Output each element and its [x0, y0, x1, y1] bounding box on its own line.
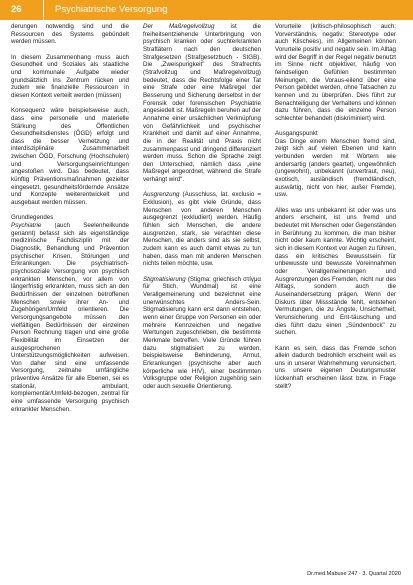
page-header [0, 0, 413, 20]
paragraph: Vorurteile (kritisch-philosophisch auch: Vorverständnis, negativ: Stereotype oder auch Klischees), im Allgemeinen können Vorurteile positiv und negativ sein. Im Alltag wird der Begriff in der Regel negativ benutzt im Sinne nicht objektiver, häufig von feindseligen Gefühlen bestimmten Meinungen, die Voraus-eilend über eine Person gebildet werden, ohne Tatsachen zu kennen und zu überprüfen. Dies führt zur Benachteiligung der Verhaltens und können dazu führen, dass die einzelne Person schlechter behandelt (diskriminiert) wird. [275, 23, 396, 122]
term: Stigmatisierung [143, 275, 186, 283]
header-divider [43, 0, 44, 20]
page-number: 26 [11, 4, 22, 15]
text-column-3 [275, 23, 396, 568]
term: Der Maßregelvollzug [143, 23, 215, 30]
paragraph: Das Dinge einem Menschen fremd sind, zeigt sich auf vielen Ebenen und kann verbunden werden mit Wörtern wie andersartig (anders geartet), ungewöhnlich (ungewohnt), unbekannt (unvertraut, neu), exotisch, ausländisch (fremdländisch, auswärtig, nicht von hier, außer Fremde), usw. [275, 137, 396, 199]
text-column-1 [11, 23, 129, 568]
paragraph: In diesem Zusammenhang muss auch Gesundheit und Soziales als staatliche und kommunale Aufgabe wieder grundsätzlich ins Zentrum rücken und zudem wie finanzielle Ressourcen in diesen Kontext verteilt werden (müssen) [11, 53, 129, 99]
paragraph: Alles was uns unbekannt ist oder was uns anders erscheint, ist uns fremd und bedeutet mit Menschen oder Gegenständen in Berührung zu kommen, die man bisher nicht oder kaum kannte. Wichtig erscheint, sich in diesem Kontext vor Augen zu führen, dass ein kritisches Bewusstsein für unbewusste und bewusste Voreinnahmen oder Verallgemeinerungen und Ausgrenzungen des Fremden, nicht nur des Alltags, sondern auch die Auseinandersetzung prägen. Wenn der Diskurs über Missstände fehlt, entstehen Vermutungen, die zu Ängste, Unsicherheit, Verunsicherung und Ent-täuschung und dies führt dazu einen „Sündenbock" zu suchen. [275, 206, 396, 337]
paragraph: Kann es sein, dass das Fremde schon allein dadurch bedrohlich erscheint weil es uns in unserer Wahrnehmung verunsichert, uns unsere eigenen Deutungsmuster lückenhaft erscheinen lässt bzw. in Frage stellt? [275, 344, 396, 390]
term: Ausgrenzung [143, 191, 180, 199]
paragraph: derungen notwendig sind und die Ressourcen des Systems gebündelt werden müssen. [11, 23, 129, 46]
section-title: Psychiatrische Versorgung [55, 4, 168, 15]
paragraph: Der Maßregelvollzug ist die freiheitsentziehende Unterbringung von psychisch kranken oder suchterkrankten Straftätern nach den deutschen Strafgesetzen (Strafgesetzbuch - StGB). Die „Zweispurigkeit" des Strafrechts (Strafvollzug und Maßregelvollzug) bedeutet, dass die Rechtsfolge einer Tat eine Strafe oder eine Maßregel der Besserung und Sicherung derselbst in der Forensik oder forensischen Psychiatrie angesiedelt ist. Maßregeln beruhen auf der Annahme einer ursächlichen Verknüpfung von Gefährlichkeit und psychischer Krankheit und damit auf einer Annahme, die in der Realität und Praxis nicht zusammenpasst und dringend differenziert werden muss. Schon die Sprache zeigt den Unterschied, nämlich dass „eine Maßregel angeordnet, während die Strafe verhängt wird". [143, 23, 261, 184]
subheading: Grundlegendes [11, 214, 54, 222]
paragraph: Ausgrenzung (Ausschluss, lat. exclusio = Exklusion), es gibt viele Gründe, dass Menschen von anderen Menschen ausgegrenzt (exkludiert) werden. Häufig fühlen sich Menschen, die andere ausgrenzen, stark, sie verachten diese Menschen, die anders sind als sie selbst, zudem kann es auch damit etwas zu tun haben, dass man mit anderen Menschen nichts teilen möchte, usw. [143, 191, 261, 268]
term: Psychiatrie [11, 222, 42, 230]
text-column-2 [143, 23, 261, 568]
subheading: Ausgangspunkt [275, 130, 318, 138]
paragraph: Konsequenz wäre beispielsweise auch, dass eine personelle und materielle Stärkung des Öffentlichen Gesundheitsdienstes (ÖGD) erfolgt und dass die besser Vernetzung und interdisziplinäre Zusammenarbeit zwischen ÖGD, Forschung (Hochschulen) und Versorgungseinrichtungen angestoßen wird. Das bedeutet, dass künftig Präventionsmaßnahmen gezielter eingesetzt, gesundheitsfördernde Ansätze und Konzepte weiterentwickelt und ausgebaut werden müssen. [11, 107, 129, 207]
paragraph: Psychiatrie (auch Seelenheilkunde genannt) befasst sich als eigenständige medizinische Fachdisziplin mit der Diagnostik, Behandlung und Prävention psychischer Krisen, Störungen und Erkrankungen. Die psychiatrisch-psychosoziale Versorgung von psychisch erkrankten Menschen, vor allem von längerfristig erkrankten, muss sich an den Bedürfnissen der einzelnen betroffenen Menschen sowie ihrer An- und Zugehörigen/Umfeld orientieren. Die Versorgungsangebote müssen den vielfältigen Bedürfnissen der einzelnen Person Rechnung tragen und eine große Flexibilität im Einsetzen der ausgesprochenen Unterstützungsmöglichkeiten aufweisen. Von daher sind eine umfassende Versorgung, zeitnahe umfängliche präventive Ansätze für alle Ebenen, sei es stationär, ambulant, komplementär/Umfeld-bezogen, zentral für eine umfassende Versorgung psychisch erkrankter Menschen. [11, 222, 129, 413]
paragraph: Stigmatisierung (Stigma: griechisch στίγμα für Stich, Wundmal) ist eine Verallgemeinerung und bezeichnet eine unerwünschtes Anders-Sein. Stigmatisierung kann erst dann entstehen, wenn einer Gruppe von Personen ein oder mehrere Kennzeichen und negative Wertungen zugeschrieben, die bestimmte Merkmale betreffen. Viele Gründe führen dazu stigmatisiert zu werden, beispielsweise Behinderung, Armut, Erkrankungen (psychische aber auch körperliche wie HIV), einer bestimmten Volksgruppe oder Religion zugehörig sein oder auch sexuelle Orientierung. [143, 275, 261, 390]
page-footer: Dr.med.Mabuse 247 · 3. Quartal 2020 [307, 571, 401, 577]
